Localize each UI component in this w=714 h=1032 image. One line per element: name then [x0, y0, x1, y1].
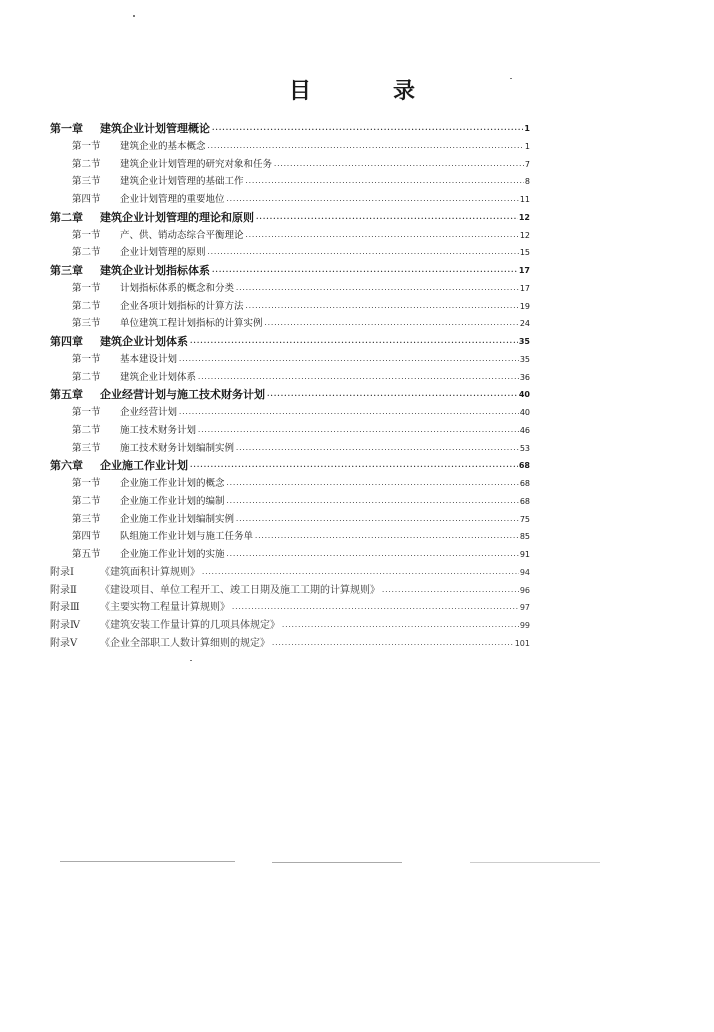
toc-leader-dots	[212, 123, 523, 137]
toc-entry-page: 17	[519, 283, 530, 293]
toc-entry-page: 91	[519, 550, 530, 559]
toc-leader-dots	[198, 372, 519, 386]
toc-section-row	[50, 281, 530, 297]
toc-entry-page: 40	[518, 390, 530, 400]
toc-title: 目 录	[288, 79, 445, 104]
toc-leader-dots	[198, 425, 519, 439]
toc-appendix-row	[50, 618, 530, 634]
toc-entry-label: 第二节	[72, 495, 101, 507]
toc-entry-label: 附录Ⅱ	[50, 584, 77, 596]
toc-leader-dots	[272, 638, 514, 652]
toc-section-row	[50, 476, 530, 492]
toc-leader-dots	[282, 620, 519, 634]
toc-leader-dots	[232, 602, 519, 616]
toc-leader-dots	[190, 460, 518, 474]
toc-leader-dots	[202, 567, 519, 581]
toc-appendix-row	[50, 636, 530, 652]
toc-entry-label: 第一节	[72, 140, 101, 152]
toc-leader-dots	[382, 585, 519, 599]
toc-entry-page: 7	[524, 159, 530, 169]
toc-entry-page: 46	[519, 425, 530, 435]
toc-entry-page: 12	[518, 212, 530, 222]
toc-entry-title: 队组施工作业计划与施工任务单	[120, 531, 254, 543]
toc-entry-label: 附录Ⅰ	[50, 566, 74, 578]
toc-entry-page: 1	[524, 141, 530, 151]
toc-leader-dots	[227, 194, 519, 208]
toc-entry-title: 《企业全部职工人数计算细则的规定》	[100, 637, 270, 649]
toc-entry-title: 计划指标体系的概念和分类	[120, 282, 235, 294]
toc-entry-label: 第五节	[72, 549, 101, 560]
toc-entry-label: 第二节	[72, 247, 101, 259]
toc-entry-page: 53	[519, 443, 530, 453]
toc-entry-label: 第一节	[72, 282, 101, 294]
toc-entry-label: 第五章	[50, 388, 83, 402]
toc-chapter-row	[50, 387, 530, 403]
scan-speck	[510, 78, 512, 79]
toc-entry-title: 企业施工作业计划的实施	[120, 549, 225, 560]
toc-entry-label: 第一章	[50, 122, 83, 135]
toc-entry-title: 产、供、销动态综合平衡理论	[120, 229, 244, 241]
toc-entry-page: 19	[519, 301, 530, 311]
scan-line	[60, 861, 235, 862]
scan-line	[272, 862, 402, 863]
toc-entry-title: 建筑企业计划管理的研究对象和任务	[120, 158, 273, 170]
toc-leader-dots	[274, 159, 524, 173]
toc-entry-label: 第二章	[50, 210, 83, 224]
toc-leader-dots	[208, 247, 519, 261]
scan-line	[470, 862, 600, 863]
toc-leader-dots	[246, 301, 519, 315]
toc-appendix-row	[50, 583, 530, 599]
toc-entry-title: 企业计划管理的原则	[120, 247, 206, 259]
toc-entry-page: 17	[518, 266, 530, 275]
toc-entry-title: 企业各项计划指标的计算方法	[120, 300, 244, 312]
toc-entry-label: 第二节	[72, 158, 101, 170]
scan-speck	[133, 15, 135, 17]
toc-leader-dots	[236, 283, 519, 297]
toc-section-row	[50, 157, 530, 173]
toc-entry-label: 附录Ⅴ	[50, 637, 78, 649]
toc-entry-page: 35	[518, 337, 530, 346]
toc-section-row	[50, 245, 530, 261]
toc-entry-page: 68	[519, 496, 530, 506]
toc-entry-label: 附录Ⅲ	[50, 602, 80, 614]
scan-speck	[190, 660, 192, 661]
toc-entry-page: 8	[524, 177, 530, 187]
toc-section-row	[50, 405, 530, 421]
toc-entry-title: 《建设项目、单位工程开工、竣工日期及施工工期的计算规则》	[100, 584, 380, 596]
toc-chapter-row	[50, 121, 530, 137]
toc-leader-dots	[255, 531, 519, 545]
toc-entry-label: 第一节	[72, 353, 101, 365]
toc-entry-page: 15	[519, 248, 530, 258]
toc-section-row	[50, 494, 530, 510]
toc-leader-dots	[227, 478, 519, 492]
toc-entry-label: 第三节	[72, 176, 101, 188]
toc-section-row	[50, 423, 530, 439]
toc-entry-title: 建筑企业计划管理的基础工作	[120, 176, 244, 188]
toc-entry-label: 第一节	[72, 407, 101, 418]
toc-leader-dots	[212, 265, 518, 279]
toc-chapter-row	[50, 210, 530, 226]
toc-entry-title: 企业经营计划与施工技术财务计划	[100, 388, 265, 402]
toc-entry-label: 第三节	[72, 513, 101, 525]
toc-appendix-row	[50, 565, 530, 581]
toc-entry-title: 单位建筑工程计划指标的计算实例	[120, 318, 263, 330]
toc-entry-page: 75	[519, 514, 530, 524]
toc-entry-title: 《主要实物工程量计算规则》	[100, 602, 230, 614]
toc-entry-title: 《建筑面积计算规则》	[100, 566, 200, 578]
toc-entry-title: 基本建设计划	[120, 353, 178, 365]
toc-entry-title: 企业施工作业计划的编制	[120, 495, 225, 507]
toc-entry-title: 建筑企业计划管理的理论和原则	[100, 210, 254, 224]
toc-leader-dots	[256, 212, 518, 226]
toc-entry-title: 建筑企业的基本概念	[120, 140, 206, 152]
toc-leader-dots	[265, 318, 519, 332]
toc-entry-label: 第四节	[72, 531, 101, 543]
toc-section-row	[50, 228, 530, 244]
toc-leader-dots	[179, 407, 519, 421]
toc-entry-label: 第三节	[72, 318, 101, 330]
toc-entry-title: 企业施工作业计划	[100, 459, 188, 473]
toc-entry-page: 11	[519, 195, 530, 204]
toc-leader-dots	[179, 354, 519, 368]
toc-chapter-row	[50, 263, 530, 279]
toc-section-row	[50, 529, 530, 545]
toc-entry-label: 第三节	[72, 442, 101, 454]
toc-chapter-row	[50, 334, 530, 350]
toc-entry-label: 第二节	[72, 424, 101, 436]
toc-entry-title: 企业施工作业计划编制实例	[120, 513, 235, 525]
toc-section-row	[50, 316, 530, 332]
toc-section-row	[50, 441, 530, 457]
toc-entry-title: 《建筑安装工作量计算的几项具体规定》	[100, 620, 280, 631]
toc-entry-page: 99	[519, 621, 530, 630]
toc-leader-dots	[227, 549, 519, 563]
toc-entry-title: 企业计划管理的重要地位	[120, 194, 225, 205]
toc-entry-page: 40	[519, 408, 530, 417]
toc-entry-title: 建筑企业计划体系	[100, 335, 188, 348]
toc-leader-dots	[246, 230, 519, 244]
toc-entry-label: 第三章	[50, 264, 83, 277]
toc-section-row	[50, 512, 530, 528]
toc-section-row	[50, 139, 530, 155]
toc-entry-title: 施工技术财务计划编制实例	[120, 442, 235, 454]
toc-entry-page: 35	[519, 354, 530, 364]
toc-leader-dots	[236, 514, 519, 528]
toc-entry-page: 68	[519, 479, 530, 488]
toc-section-row	[50, 192, 530, 208]
toc-entry-title: 建筑企业计划管理概论	[100, 122, 210, 135]
toc-entry-page: 12	[519, 230, 530, 240]
toc-entry-page: 85	[519, 532, 530, 542]
toc-entry-label: 第二节	[72, 300, 101, 312]
toc-entry-page: 1	[524, 124, 530, 133]
toc-entry-page: 24	[519, 319, 530, 329]
toc-entry-title: 建筑企业计划体系	[120, 371, 197, 383]
toc-leader-dots	[267, 389, 518, 403]
toc-entry-page: 96	[519, 585, 530, 595]
toc-leader-dots	[190, 336, 518, 350]
toc-section-row	[50, 352, 530, 368]
toc-entry-page: 101	[514, 638, 530, 648]
toc-section-row	[50, 174, 530, 190]
toc-entry-title: 建筑企业计划指标体系	[100, 264, 210, 277]
toc-leader-dots	[246, 176, 524, 190]
toc-chapter-row	[50, 458, 530, 474]
toc-entry-label: 第六章	[50, 459, 83, 473]
toc-entry-title: 企业经营计划	[120, 407, 178, 418]
toc-leader-dots	[227, 496, 519, 510]
toc-entry-title: 施工技术财务计划	[120, 424, 197, 436]
toc-entry-page: 94	[519, 567, 530, 577]
toc-entry-page: 97	[519, 603, 530, 613]
toc-entry-page: 36	[519, 372, 530, 382]
toc-entry-label: 第二节	[72, 371, 101, 383]
toc-section-row	[50, 547, 530, 563]
toc-entry-label: 第一节	[72, 478, 101, 489]
toc-entry-page: 68	[518, 461, 530, 471]
toc-entry-label: 第四章	[50, 335, 83, 348]
toc-leader-dots	[236, 443, 519, 457]
toc-entry-label: 第一节	[72, 229, 101, 241]
toc-section-row	[50, 370, 530, 386]
toc-entry-label: 第四节	[72, 194, 101, 205]
toc-leader-dots	[208, 141, 524, 155]
toc-entry-title: 企业施工作业计划的概念	[120, 478, 225, 489]
toc-section-row	[50, 299, 530, 315]
toc-appendix-row	[50, 600, 530, 616]
toc-entry-label: 附录Ⅳ	[50, 620, 80, 631]
